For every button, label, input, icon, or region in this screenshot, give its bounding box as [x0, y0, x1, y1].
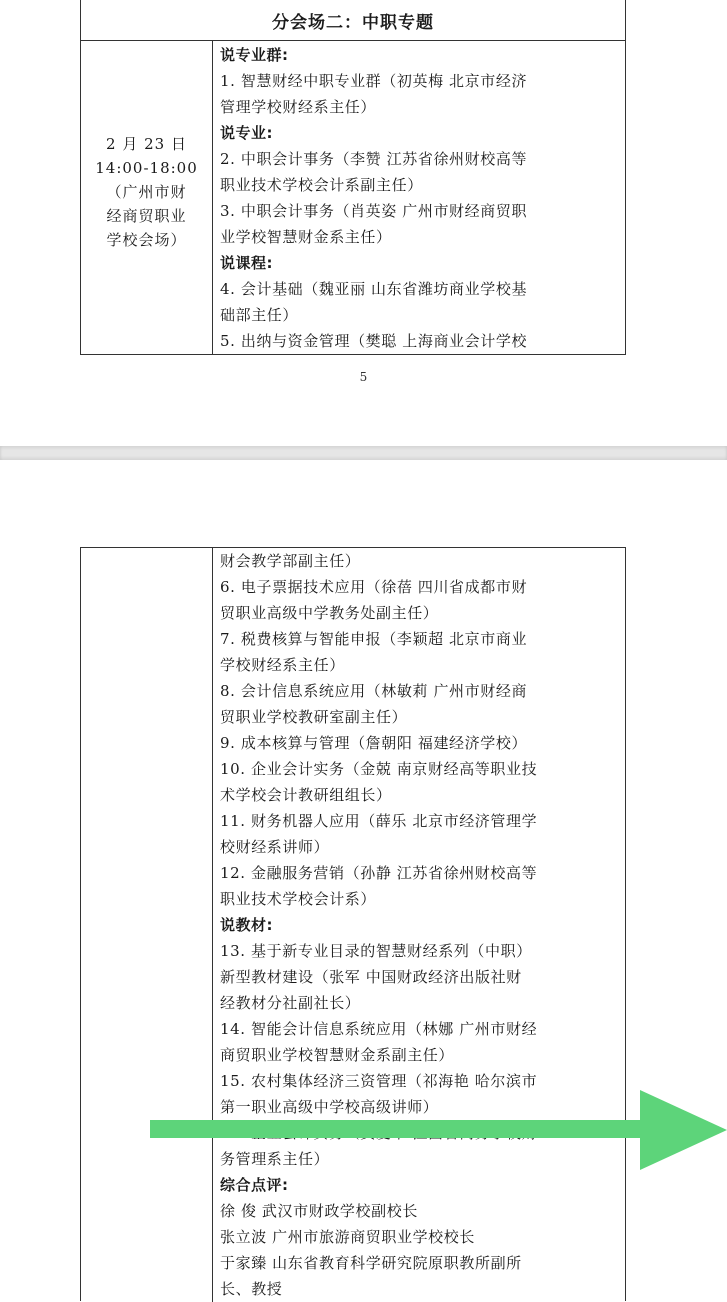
- content-line: 12. 金融服务营销（孙静 江苏省徐州财校高等: [220, 864, 538, 882]
- green-arrow-icon: [150, 1080, 727, 1180]
- content-line: 职业技术学校会计系）: [220, 890, 377, 908]
- content-line: 职业技术学校会计系副主任）: [220, 176, 423, 194]
- content-line: 5. 出纳与资金管理（樊聪 上海商业会计学校: [220, 332, 528, 350]
- content-line: 9. 成本核算与管理（詹朝阳 福建经济学校）: [220, 734, 528, 752]
- content-line: 7. 税费核算与智能申报（李颖超 北京市商业: [220, 630, 528, 648]
- content-line: 第一职业高级中学校高级讲师）: [220, 1098, 439, 1116]
- session-venue-line: 学校会场）: [106, 231, 187, 249]
- section-heading: 综合点评:: [220, 1176, 289, 1194]
- content-line: 经教材分社副社长）: [220, 994, 361, 1012]
- content-line: 财会教学部副主任）: [220, 552, 361, 570]
- content-line: 6. 电子票据技术应用（徐蓓 四川省成都市财: [220, 578, 528, 596]
- schedule-table: [80, 0, 626, 355]
- content-line: 新型教材建设（张军 中国财政经济出版社财: [220, 968, 522, 986]
- column-divider: [212, 548, 213, 1302]
- content-line: 4. 会计基础（魏亚丽 山东省潍坊商业学校基: [220, 280, 528, 298]
- content-line: 徐 俊 武汉市财政学校副校长: [220, 1202, 418, 1220]
- section-heading: 说专业:: [220, 124, 273, 142]
- table-title: 分会场二：中职专题: [81, 0, 625, 41]
- document-page-5: [0, 0, 727, 446]
- content-line: 学校财经系主任）: [220, 656, 345, 674]
- content-line: 业学校智慧财金系主任）: [220, 228, 392, 246]
- content-line: 贸职业高级中学教务处副主任）: [220, 604, 439, 622]
- content-line: 15. 农村集体经济三资管理（祁海艳 哈尔滨市: [220, 1072, 538, 1090]
- session-venue-line: （广州市财: [106, 183, 187, 201]
- content-line: 14. 智能会计信息系统应用（林娜 广州市财经: [220, 1020, 538, 1038]
- session-time: 14:00-18:00: [95, 159, 198, 177]
- content-line: 8. 会计信息系统应用（林敏莉 广州市财经商: [220, 682, 528, 700]
- schedule-table-continued: [80, 547, 626, 1301]
- column-divider: [212, 40, 213, 355]
- session-content-cell: [220, 548, 620, 1302]
- content-line: 1. 智慧财经中职专业群（初英梅 北京市经济: [220, 72, 528, 90]
- content-line: 张立波 广州市旅游商贸职业学校校长: [220, 1228, 475, 1246]
- section-heading: 说教材:: [220, 916, 273, 934]
- content-line: 校财经系讲师）: [220, 838, 330, 856]
- content-line: 3. 中职会计事务（肖英姿 广州市财经商贸职: [220, 202, 528, 220]
- section-heading: 说专业群:: [220, 46, 289, 64]
- session-venue-line: 经商贸职业: [106, 207, 187, 225]
- page-separator: [0, 446, 727, 460]
- page-number: 5: [359, 370, 368, 384]
- session-content-cell: [220, 42, 620, 354]
- content-line: 长、教授: [220, 1280, 283, 1298]
- content-line: 13. 基于新专业目录的智慧财经系列（中职）: [220, 942, 532, 960]
- content-line: 商贸职业学校智慧财金系副主任）: [220, 1046, 455, 1064]
- content-line: 贸职业学校教研室副主任）: [220, 708, 408, 726]
- content-line: 于家臻 山东省教育科学研究院原职教所副所: [220, 1254, 522, 1272]
- section-heading: 说课程:: [220, 254, 273, 272]
- content-line: 10. 企业会计实务（金兢 南京财经高等职业技: [220, 760, 538, 778]
- content-line: 11. 财务机器人应用（薛乐 北京市经济管理学: [220, 812, 538, 830]
- content-line: 务管理系主任）: [220, 1150, 330, 1168]
- content-line: 2. 中职会计事务（李赞 江苏省徐州财校高等: [220, 150, 528, 168]
- session-date: 2 月 23 日: [106, 135, 187, 153]
- session-time-cell: [81, 132, 212, 252]
- content-line: 管理学校财经系主任）: [220, 98, 377, 116]
- content-line: 术学校会计教研组组长）: [220, 786, 392, 804]
- content-line: 础部主任）: [220, 306, 299, 324]
